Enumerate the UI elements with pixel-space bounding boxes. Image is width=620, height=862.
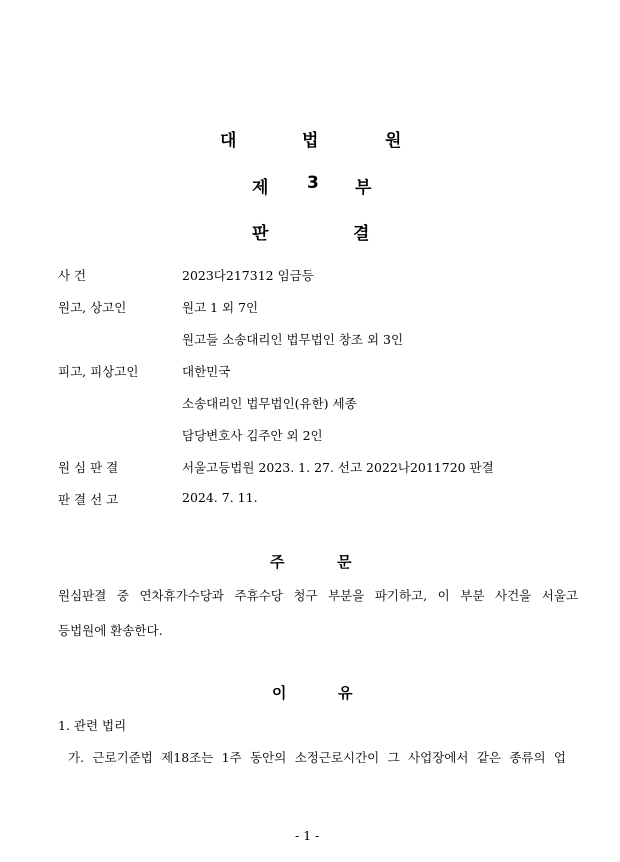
division-char-1: 제 — [252, 178, 269, 198]
section-heading: 1. 관련 법리 — [58, 718, 127, 733]
reasons-heading-char-1: 이 — [272, 684, 287, 702]
order-heading-char-1: 주 — [270, 553, 285, 571]
defendant-value: 대한민국 — [182, 364, 231, 379]
order-line-2: 등법원에 환송한다. — [58, 623, 163, 638]
plaintiff-value: 원고 1 외 7인 — [182, 300, 259, 315]
defendant-attorney: 담당변호사 김주안 외 2인 — [182, 428, 323, 443]
order-heading-char-2: 문 — [337, 553, 352, 571]
decision-date-label: 판 결 선 고 — [58, 492, 119, 507]
plaintiff-label: 원고, 상고인 — [58, 300, 127, 315]
court-title-char-3: 원 — [385, 131, 402, 151]
case-number: 2023다217312 임금등 — [182, 268, 314, 283]
doc-type-char-2: 결 — [353, 224, 370, 244]
order-line-1: 원심판결 중 연차휴가수당과 주휴수당 청구 부분을 파기하고, 이 부분 사건을 서울고 — [58, 588, 578, 603]
division-char-2: 3 — [307, 173, 319, 193]
plaintiff-counsel: 원고들 소송대리인 법무법인 창조 외 3인 — [182, 332, 404, 347]
page-number: - 1 - — [295, 828, 320, 843]
defendant-label: 피고, 피상고인 — [58, 364, 139, 379]
reason-paragraph: 가. 근로기준법 제18조는 1주 동안의 소정근로시간이 그 사업장에서 같은 종류의 업 — [68, 750, 566, 765]
lower-court-label: 원 심 판 결 — [58, 460, 119, 475]
doc-type-char-1: 판 — [252, 224, 269, 244]
reasons-heading-char-2: 유 — [338, 684, 353, 702]
lower-court-value: 서울고등법원 2023. 1. 27. 선고 2022나2011720 판결 — [182, 460, 494, 475]
court-title-char-2: 법 — [302, 131, 319, 151]
decision-date-value: 2024. 7. 11. — [182, 490, 258, 505]
division-char-3: 부 — [355, 178, 372, 198]
defendant-counsel: 소송대리인 법무법인(유한) 세종 — [182, 396, 357, 411]
court-title-char-1: 대 — [220, 131, 237, 151]
case-label: 사 건 — [58, 268, 87, 283]
